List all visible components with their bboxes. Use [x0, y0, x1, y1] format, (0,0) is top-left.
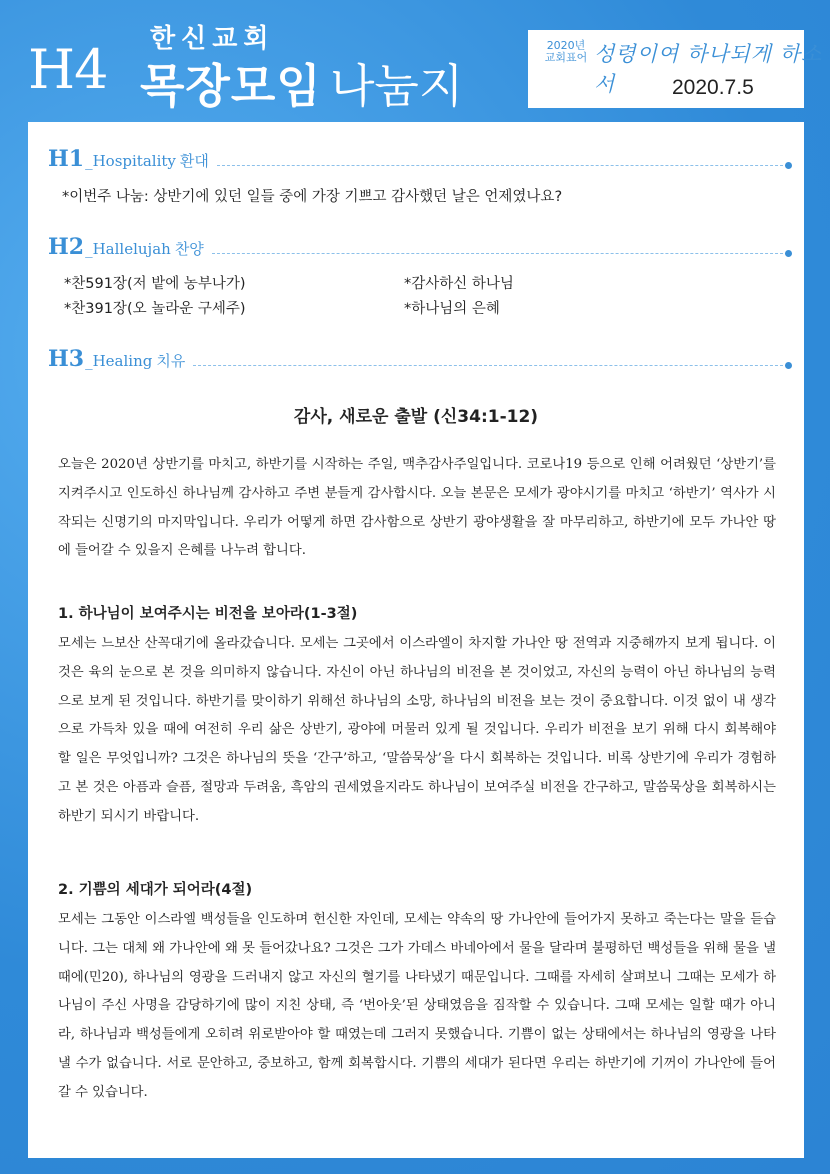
section-english: _Hallelujah — [85, 240, 171, 258]
h1-question: *이번주 나눔: 상반기에 있던 일들 중에 가장 기쁘고 감사했던 날은 언제였나요? — [62, 189, 563, 205]
section-h2-header — [48, 234, 788, 260]
section-code: H1 — [48, 146, 85, 172]
divider — [217, 165, 788, 166]
sermon-title: 감사, 새로운 출발 (신34:1-12) — [293, 407, 539, 427]
section-code: H3 — [48, 346, 85, 372]
motto: 성령이여 하나되게 하소서 — [594, 42, 823, 96]
section-korean: 환대 — [179, 152, 209, 170]
song-item: *하나님의 은혜 — [404, 301, 500, 317]
page-subtitle: 나눔지 — [330, 59, 464, 113]
song-item: *감사하신 하나님 — [404, 276, 514, 292]
section-english: _Healing — [85, 352, 153, 370]
content-panel — [28, 122, 804, 1158]
sermon-intro: 오늘은 2020년 상반기를 마치고, 하반기를 시작하는 주일, 맥추감사주일입니다. 코로나19 등으로 인해 어려웠던 ‘상반기’를 지켜주시고 인도하신 하나님께 감사하고 주변 분들게 감사합시다. 오늘 본문은 모세가 광야시기를 마치고 ‘하반기’ 역사가 시작되는 신명기의 마지막입니다. 우리가 어떻게 하면 감사함으로 상반기 광야생활을 잘 마무리하고, 하반기에 모두 가나안 땅에 들어갈 수 있을지 은혜를 나누려 합니다. — [58, 457, 776, 559]
section-h3-header — [48, 346, 788, 372]
church-name: 한신교회 — [150, 24, 275, 54]
section-english: _Hospitality — [85, 152, 176, 170]
point-1-body: 모세는 느보산 산꼭대기에 올라갔습니다. 모세는 그곳에서 이스라엘이 차지할 가나안 땅 전역과 지중해까지 보게 됩니다. 이것은 육의 눈으로 본 것을 의미하지 않습니다. 자신이 아닌 하나님의 비전을 본 것이었고, 자신의 능력이 아닌 하나님의 능력으로 보게 된 것입니다. 하반기를 맞이하기 위해선 하나님의 소망, 하나님의 비전을 보는 것이 중요합니다. 이것 없이 내 생각으로 가득차 있을 때에 여전히 우리 삶은 상반기, 광야에 머물러 있게 될 것입니다. 우리가 비전을 보기 위해 다시 회복해야 할 일은 무엇입니까? 그것은 하나님의 뜻을 ‘간구’하고, ‘말씀묵상’을 다시 회복하는 것입니다. 비록 상반기에 우리가 경험하고 본 것은 아픔과 슬픔, 절망과 두려움, 흑암의 권세였을지라도 하나님이 보여주실 비전을 간구하고, 말씀묵상을 회복하시는 하반기 되시기 바랍니다. — [58, 636, 776, 824]
section-h1-header — [48, 146, 788, 172]
page-title: 목장모임 — [140, 59, 322, 113]
song-item: *찬591장(저 밭에 농부나가) — [64, 276, 246, 292]
motto-year: 2020년 교회표어 — [544, 39, 588, 64]
point-2-title: 2. 기쁨의 세대가 되어라(4절) — [58, 882, 253, 898]
point-1-title: 1. 하나님이 보여주시는 비전을 보아라(1-3절) — [58, 606, 358, 622]
divider — [212, 253, 788, 254]
divider-dot — [785, 162, 792, 169]
header — [0, 0, 830, 120]
section-korean: 치유 — [156, 352, 186, 370]
point-2-body: 모세는 그동안 이스라엘 백성들을 인도하며 헌신한 자인데, 모세는 약속의 땅 가나안에 들어가지 못하고 죽는다는 말을 듣습니다. 그는 대체 왜 가나안에 왜 못 들어갔나요? 그것은 그가 가데스 바네아에서 물을 달라며 불평하던 백성들을 위해 물을 낼 때에(민20), 하나님의 영광을 드러내지 않고 자신의 혈기를 나타냈기 때문입니다. 그때를 자세히 살펴보니 그때는 모세가 하나님이 주신 사명을 감당하기에 많이 지친 상태, 즉 ‘번아웃’된 상태였음을 짐작할 수 있습니다. 그때 모세는 일할 때가 아니라, 하나님과 백성들에게 오히려 위로받아야 할 때였는데 그러지 못했습니다. 기쁨이 없는 상태에서는 하나님의 영광을 나타낼 수가 없습니다. 서로 문안하고, 중보하고, 함께 회복합시다. 기쁨의 세대가 된다면 우리는 하반기에 기꺼이 가나안에 들어갈 수 있습니다. — [58, 912, 776, 1100]
divider — [193, 365, 788, 366]
header-label: H4 — [28, 38, 108, 101]
divider-dot — [785, 362, 792, 369]
section-code: H2 — [48, 234, 85, 260]
song-item: *찬391장(오 놀라운 구세주) — [64, 301, 246, 317]
date: 2020.7.5 — [672, 76, 754, 99]
section-korean: 찬양 — [174, 240, 204, 258]
divider-dot — [785, 250, 792, 257]
